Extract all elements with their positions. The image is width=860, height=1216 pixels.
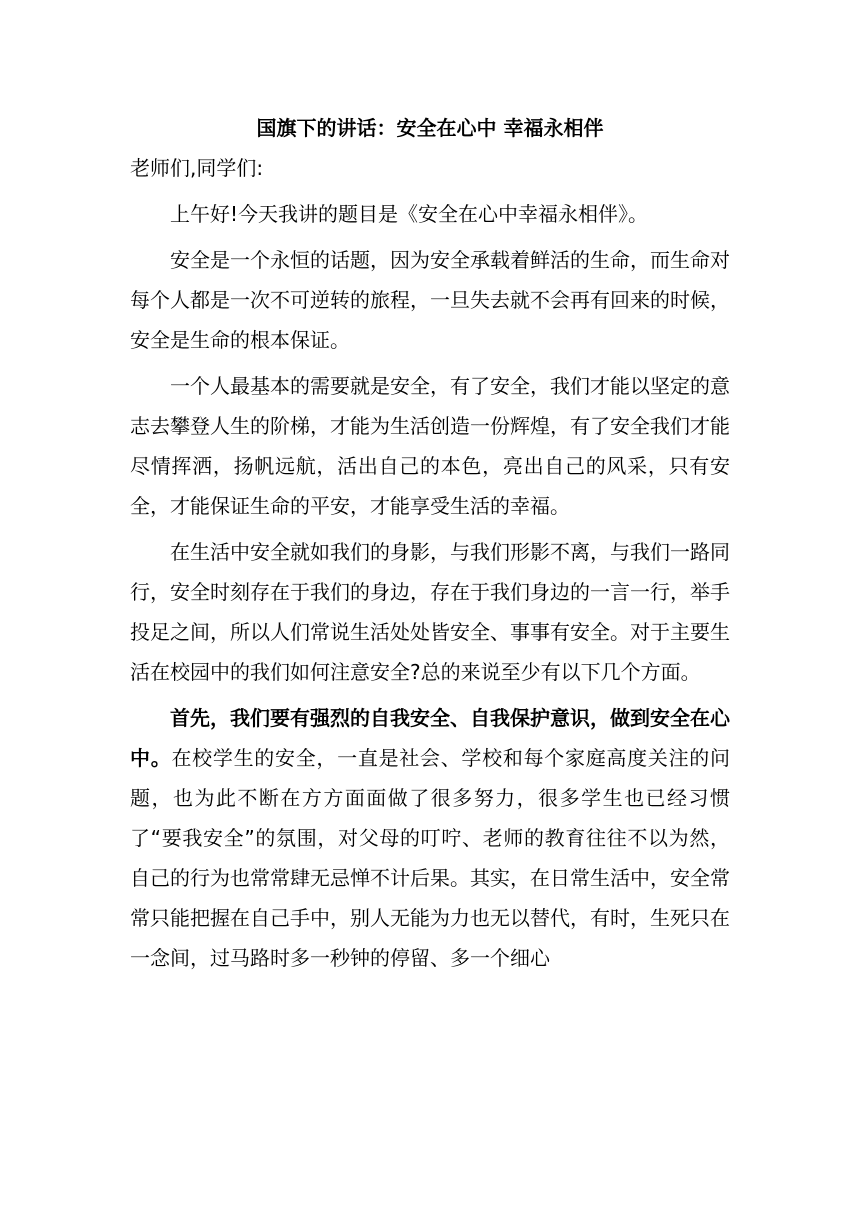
paragraph-text: 在生活中安全就如我们的身影，与我们形影不离，与我们一路同行，安全时刻存在于我们的身边，存在于我们身边的一言一行，举手投足之间，所以人们常说生活处处皆安全、事事有安全。对于主要生活在校园中的我们如何注意安全?总的来说至少有以下几个方面。 xyxy=(130,540,730,684)
paragraph-safety-topic xyxy=(130,240,730,360)
paragraph-greeting xyxy=(130,194,730,234)
document-title: 国旗下的讲话：安全在心中 幸福永相伴 xyxy=(256,116,604,140)
document-page xyxy=(130,108,730,984)
paragraph-text: 在校学生的安全，一直是社会、学校和每个家庭高度关注的问题，也为此不断在方方面面做了很多努力，很多学生也已经习惯了“要我安全”的氛围，对父母的叮咛、老师的教育往往不以为然，自己的行为也常常肆无忌惮不计后果。其实，在日常生活中，安全常常只能把握在自己手中，别人无能为力也无以替代，有时，生死只在一念间，过马路时多一秒钟的停留、多一个细心 xyxy=(130,746,731,970)
paragraph-text: 安全是一个永恒的话题，因为安全承载着鲜活的生命，而生命对每个人都是一次不可逆转的旅程，一旦失去就不会再有回来的时候，安全是生命的根本保证。 xyxy=(130,248,730,352)
paragraph-text: 一个人最基本的需要就是安全，有了安全，我们才能以坚定的意志去攀登人生的阶梯，才能为生活创造一份辉煌，有了安全我们才能尽情挥洒，扬帆远航，活出自己的本色，亮出自己的风采，只有安全，才能保证生命的平安，才能享受生活的幸福。 xyxy=(130,374,730,518)
paragraph-first-point xyxy=(130,698,730,978)
salutation: 老师们,同学们: xyxy=(130,156,264,180)
paragraph-text: 上午好!今天我讲的题目是《安全在心中幸福永相伴》。 xyxy=(170,202,649,226)
paragraph-daily-life xyxy=(130,532,730,692)
paragraph-basic-need xyxy=(130,366,730,526)
paragraph-bold-lead: 首先，我们要有强烈的自我安全、自我保护意识，做到安全在心中。 xyxy=(130,706,730,770)
